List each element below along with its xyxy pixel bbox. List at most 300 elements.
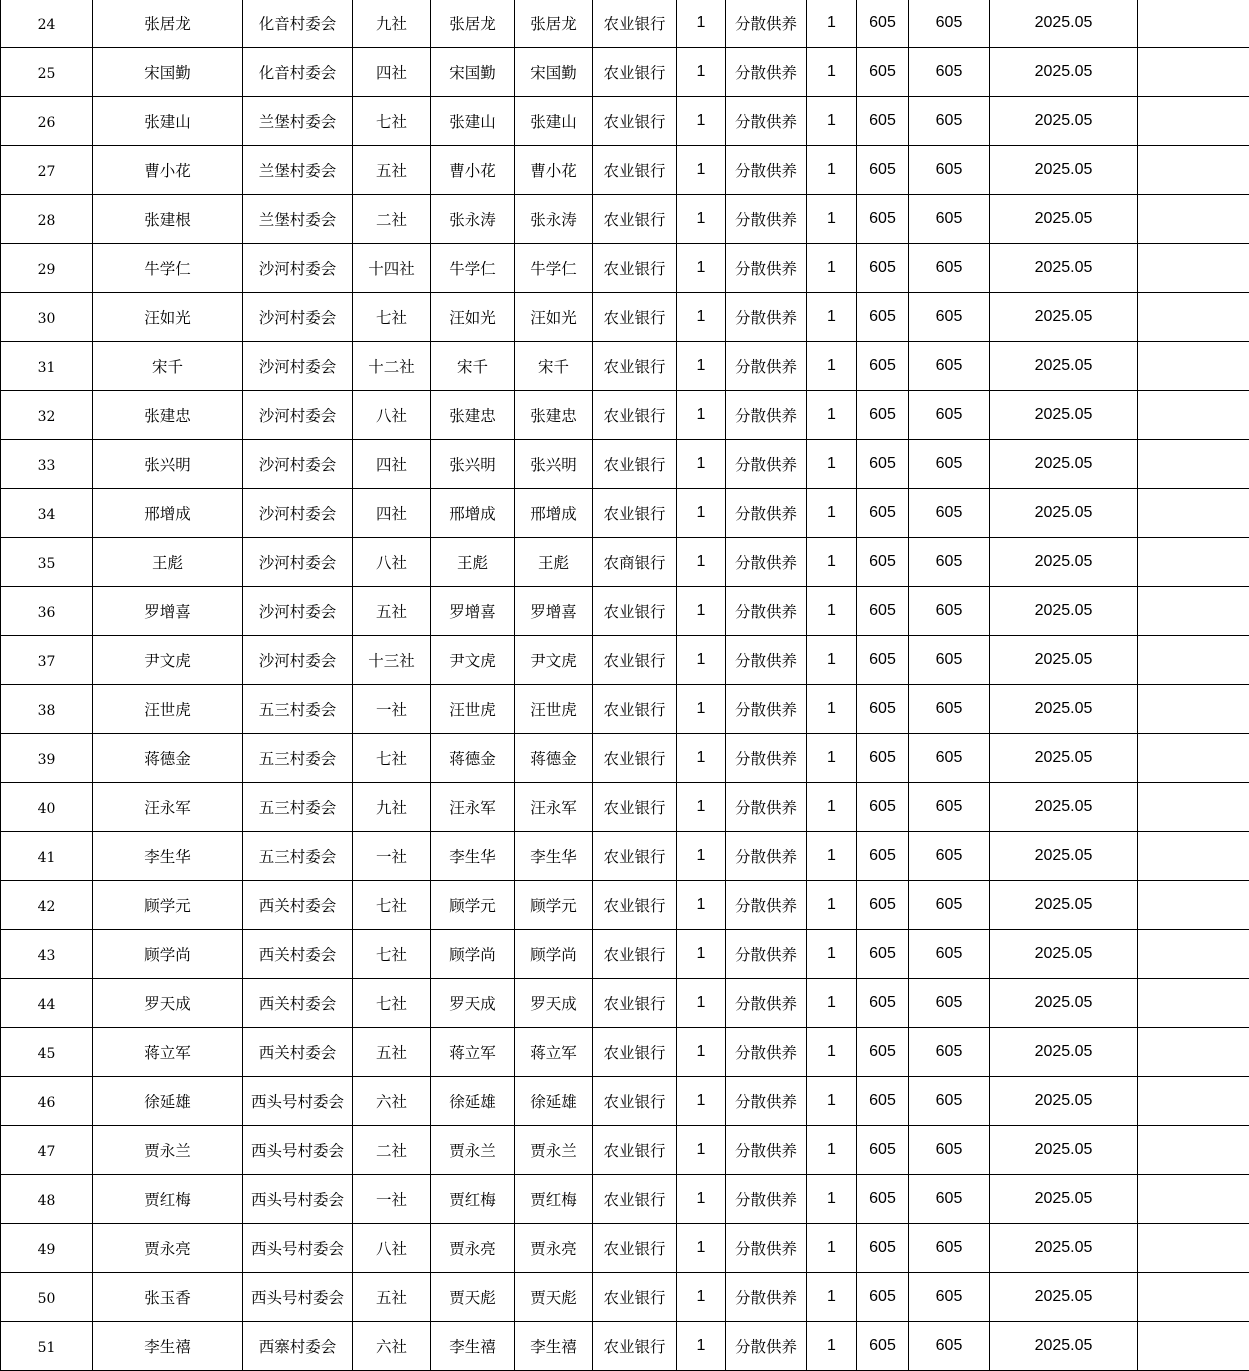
cell-person-count: 1: [807, 587, 857, 636]
cell-payee-name: 贾天彪: [515, 1273, 593, 1322]
cell-amount: 605: [909, 293, 990, 342]
table-row: [1, 440, 1249, 489]
cell-account-holder: 尹文虎: [431, 636, 515, 685]
cell-monthly-standard: 605: [857, 489, 909, 538]
cell-payee-name: 蒋德金: [515, 734, 593, 783]
cell-group: 十二社: [353, 342, 431, 391]
cell-remark: [1138, 244, 1249, 293]
cell-person-count: 1: [807, 1322, 857, 1371]
cell-account-holder: 汪永军: [431, 783, 515, 832]
cell-payee-name: 贾红梅: [515, 1175, 593, 1224]
cell-household-count: 1: [677, 979, 726, 1028]
cell-row-number: 28: [1, 195, 93, 244]
cell-village-committee: 兰堡村委会: [243, 97, 353, 146]
cell-group: 七社: [353, 881, 431, 930]
cell-monthly-standard: 605: [857, 587, 909, 636]
cell-row-number: 38: [1, 685, 93, 734]
cell-person-count: 1: [807, 930, 857, 979]
cell-row-number: 26: [1, 97, 93, 146]
cell-person-count: 1: [807, 391, 857, 440]
table-row: [1, 293, 1249, 342]
cell-person-count: 1: [807, 1077, 857, 1126]
table-row: [1, 146, 1249, 195]
table-row: [1, 979, 1249, 1028]
cell-support-type: 分散供养: [726, 1273, 807, 1322]
cell-recipient-name: 宋国勤: [93, 48, 243, 97]
cell-issue-month: 2025.05: [990, 587, 1138, 636]
cell-recipient-name: 张建忠: [93, 391, 243, 440]
cell-person-count: 1: [807, 538, 857, 587]
cell-person-count: 1: [807, 1028, 857, 1077]
cell-row-number: 39: [1, 734, 93, 783]
cell-support-type: 分散供养: [726, 881, 807, 930]
cell-support-type: 分散供养: [726, 244, 807, 293]
cell-amount: 605: [909, 881, 990, 930]
cell-bank-name: 农业银行: [593, 930, 677, 979]
cell-payee-name: 尹文虎: [515, 636, 593, 685]
cell-payee-name: 徐延雄: [515, 1077, 593, 1126]
cell-account-holder: 曹小花: [431, 146, 515, 195]
cell-payee-name: 汪如光: [515, 293, 593, 342]
cell-person-count: 1: [807, 146, 857, 195]
cell-support-type: 分散供养: [726, 293, 807, 342]
cell-bank-name: 农业银行: [593, 1322, 677, 1371]
cell-group: 四社: [353, 48, 431, 97]
cell-row-number: 51: [1, 1322, 93, 1371]
cell-issue-month: 2025.05: [990, 1224, 1138, 1273]
cell-issue-month: 2025.05: [990, 489, 1138, 538]
cell-remark: [1138, 1028, 1249, 1077]
cell-payee-name: 张居龙: [515, 0, 593, 48]
cell-remark: [1138, 48, 1249, 97]
cell-household-count: 1: [677, 587, 726, 636]
cell-household-count: 1: [677, 930, 726, 979]
cell-amount: 605: [909, 587, 990, 636]
cell-support-type: 分散供养: [726, 391, 807, 440]
table-row: [1, 1224, 1249, 1273]
cell-issue-month: 2025.05: [990, 195, 1138, 244]
cell-household-count: 1: [677, 538, 726, 587]
cell-person-count: 1: [807, 832, 857, 881]
cell-village-committee: 五三村委会: [243, 783, 353, 832]
cell-person-count: 1: [807, 0, 857, 48]
cell-person-count: 1: [807, 440, 857, 489]
cell-amount: 605: [909, 1126, 990, 1175]
cell-village-committee: 西关村委会: [243, 930, 353, 979]
cell-household-count: 1: [677, 636, 726, 685]
cell-remark: [1138, 783, 1249, 832]
cell-payee-name: 罗天成: [515, 979, 593, 1028]
cell-group: 八社: [353, 1224, 431, 1273]
cell-remark: [1138, 1077, 1249, 1126]
cell-payee-name: 王彪: [515, 538, 593, 587]
cell-bank-name: 农业银行: [593, 293, 677, 342]
cell-account-holder: 徐延雄: [431, 1077, 515, 1126]
cell-bank-name: 农业银行: [593, 636, 677, 685]
cell-payee-name: 汪永军: [515, 783, 593, 832]
cell-bank-name: 农业银行: [593, 1224, 677, 1273]
cell-monthly-standard: 605: [857, 881, 909, 930]
cell-bank-name: 农业银行: [593, 587, 677, 636]
table-row: [1, 1175, 1249, 1224]
cell-support-type: 分散供养: [726, 1028, 807, 1077]
cell-household-count: 1: [677, 1028, 726, 1077]
cell-issue-month: 2025.05: [990, 1273, 1138, 1322]
cell-bank-name: 农业银行: [593, 391, 677, 440]
cell-recipient-name: 汪世虎: [93, 685, 243, 734]
cell-recipient-name: 牛学仁: [93, 244, 243, 293]
cell-group: 十四社: [353, 244, 431, 293]
cell-household-count: 1: [677, 881, 726, 930]
cell-person-count: 1: [807, 783, 857, 832]
cell-account-holder: 李生禧: [431, 1322, 515, 1371]
cell-village-committee: 沙河村委会: [243, 440, 353, 489]
cell-recipient-name: 徐延雄: [93, 1077, 243, 1126]
cell-account-holder: 张建忠: [431, 391, 515, 440]
cell-remark: [1138, 293, 1249, 342]
cell-village-committee: 西头号村委会: [243, 1224, 353, 1273]
cell-issue-month: 2025.05: [990, 342, 1138, 391]
cell-recipient-name: 汪永军: [93, 783, 243, 832]
table-row: [1, 195, 1249, 244]
cell-village-committee: 西寨村委会: [243, 1322, 353, 1371]
cell-village-committee: 西头号村委会: [243, 1175, 353, 1224]
cell-person-count: 1: [807, 342, 857, 391]
cell-support-type: 分散供养: [726, 489, 807, 538]
cell-group: 七社: [353, 734, 431, 783]
cell-group: 一社: [353, 685, 431, 734]
cell-recipient-name: 顾学尚: [93, 930, 243, 979]
cell-issue-month: 2025.05: [990, 538, 1138, 587]
cell-monthly-standard: 605: [857, 97, 909, 146]
cell-support-type: 分散供养: [726, 97, 807, 146]
cell-bank-name: 农业银行: [593, 48, 677, 97]
cell-recipient-name: 宋千: [93, 342, 243, 391]
cell-village-committee: 西头号村委会: [243, 1077, 353, 1126]
cell-account-holder: 宋千: [431, 342, 515, 391]
cell-person-count: 1: [807, 97, 857, 146]
cell-issue-month: 2025.05: [990, 636, 1138, 685]
cell-household-count: 1: [677, 783, 726, 832]
table-row: [1, 538, 1249, 587]
cell-row-number: 29: [1, 244, 93, 293]
cell-monthly-standard: 605: [857, 440, 909, 489]
cell-account-holder: 汪世虎: [431, 685, 515, 734]
cell-monthly-standard: 605: [857, 1028, 909, 1077]
cell-row-number: 44: [1, 979, 93, 1028]
cell-payee-name: 张建忠: [515, 391, 593, 440]
cell-group: 十三社: [353, 636, 431, 685]
cell-recipient-name: 邢增成: [93, 489, 243, 538]
cell-row-number: 47: [1, 1126, 93, 1175]
cell-monthly-standard: 605: [857, 293, 909, 342]
cell-issue-month: 2025.05: [990, 1126, 1138, 1175]
cell-group: 二社: [353, 1126, 431, 1175]
cell-village-committee: 化音村委会: [243, 48, 353, 97]
cell-village-committee: 兰堡村委会: [243, 195, 353, 244]
cell-bank-name: 农业银行: [593, 734, 677, 783]
cell-household-count: 1: [677, 440, 726, 489]
cell-recipient-name: 尹文虎: [93, 636, 243, 685]
cell-village-committee: 沙河村委会: [243, 391, 353, 440]
cell-remark: [1138, 342, 1249, 391]
cell-monthly-standard: 605: [857, 342, 909, 391]
cell-row-number: 46: [1, 1077, 93, 1126]
cell-person-count: 1: [807, 1273, 857, 1322]
cell-row-number: 41: [1, 832, 93, 881]
cell-support-type: 分散供养: [726, 195, 807, 244]
cell-group: 二社: [353, 195, 431, 244]
cell-village-committee: 西头号村委会: [243, 1126, 353, 1175]
cell-amount: 605: [909, 48, 990, 97]
cell-payee-name: 顾学元: [515, 881, 593, 930]
cell-amount: 605: [909, 195, 990, 244]
table-row: [1, 587, 1249, 636]
cell-recipient-name: 李生华: [93, 832, 243, 881]
cell-village-committee: 沙河村委会: [243, 489, 353, 538]
cell-amount: 605: [909, 489, 990, 538]
cell-payee-name: 李生华: [515, 832, 593, 881]
cell-group: 六社: [353, 1077, 431, 1126]
table-row: [1, 832, 1249, 881]
cell-amount: 605: [909, 0, 990, 48]
cell-row-number: 35: [1, 538, 93, 587]
cell-household-count: 1: [677, 48, 726, 97]
cell-village-committee: 西关村委会: [243, 881, 353, 930]
cell-remark: [1138, 734, 1249, 783]
cell-amount: 605: [909, 1028, 990, 1077]
cell-monthly-standard: 605: [857, 146, 909, 195]
cell-account-holder: 张永涛: [431, 195, 515, 244]
cell-person-count: 1: [807, 734, 857, 783]
cell-issue-month: 2025.05: [990, 881, 1138, 930]
cell-remark: [1138, 1175, 1249, 1224]
cell-payee-name: 宋千: [515, 342, 593, 391]
cell-recipient-name: 贾永兰: [93, 1126, 243, 1175]
cell-village-committee: 沙河村委会: [243, 538, 353, 587]
cell-account-holder: 罗天成: [431, 979, 515, 1028]
cell-monthly-standard: 605: [857, 1126, 909, 1175]
cell-monthly-standard: 605: [857, 538, 909, 587]
cell-account-holder: 李生华: [431, 832, 515, 881]
cell-remark: [1138, 489, 1249, 538]
cell-remark: [1138, 685, 1249, 734]
cell-issue-month: 2025.05: [990, 734, 1138, 783]
cell-payee-name: 顾学尚: [515, 930, 593, 979]
cell-household-count: 1: [677, 342, 726, 391]
cell-remark: [1138, 587, 1249, 636]
cell-group: 八社: [353, 391, 431, 440]
cell-issue-month: 2025.05: [990, 685, 1138, 734]
cell-person-count: 1: [807, 979, 857, 1028]
cell-monthly-standard: 605: [857, 783, 909, 832]
cell-support-type: 分散供养: [726, 1175, 807, 1224]
cell-household-count: 1: [677, 1175, 726, 1224]
cell-household-count: 1: [677, 1322, 726, 1371]
cell-payee-name: 罗增喜: [515, 587, 593, 636]
cell-issue-month: 2025.05: [990, 440, 1138, 489]
cell-monthly-standard: 605: [857, 1224, 909, 1273]
cell-amount: 605: [909, 391, 990, 440]
cell-amount: 605: [909, 538, 990, 587]
cell-issue-month: 2025.05: [990, 832, 1138, 881]
cell-amount: 605: [909, 1224, 990, 1273]
table-row: [1, 97, 1249, 146]
cell-household-count: 1: [677, 1077, 726, 1126]
cell-recipient-name: 贾红梅: [93, 1175, 243, 1224]
cell-monthly-standard: 605: [857, 1077, 909, 1126]
cell-group: 五社: [353, 1273, 431, 1322]
table-row: [1, 1077, 1249, 1126]
cell-group: 五社: [353, 146, 431, 195]
cell-village-committee: 五三村委会: [243, 734, 353, 783]
table-row: [1, 636, 1249, 685]
table-row: [1, 489, 1249, 538]
cell-recipient-name: 蒋德金: [93, 734, 243, 783]
cell-monthly-standard: 605: [857, 1175, 909, 1224]
cell-row-number: 25: [1, 48, 93, 97]
cell-payee-name: 张兴明: [515, 440, 593, 489]
cell-person-count: 1: [807, 195, 857, 244]
cell-row-number: 30: [1, 293, 93, 342]
cell-issue-month: 2025.05: [990, 391, 1138, 440]
cell-row-number: 49: [1, 1224, 93, 1273]
cell-person-count: 1: [807, 685, 857, 734]
cell-person-count: 1: [807, 1126, 857, 1175]
cell-household-count: 1: [677, 97, 726, 146]
cell-recipient-name: 曹小花: [93, 146, 243, 195]
table-row: [1, 48, 1249, 97]
cell-household-count: 1: [677, 244, 726, 293]
cell-household-count: 1: [677, 489, 726, 538]
cell-remark: [1138, 97, 1249, 146]
cell-recipient-name: 罗天成: [93, 979, 243, 1028]
cell-remark: [1138, 881, 1249, 930]
cell-household-count: 1: [677, 391, 726, 440]
cell-household-count: 1: [677, 146, 726, 195]
table-row: [1, 342, 1249, 391]
cell-person-count: 1: [807, 1224, 857, 1273]
cell-payee-name: 张建山: [515, 97, 593, 146]
cell-bank-name: 农业银行: [593, 1273, 677, 1322]
cell-remark: [1138, 146, 1249, 195]
cell-support-type: 分散供养: [726, 440, 807, 489]
cell-monthly-standard: 605: [857, 48, 909, 97]
cell-payee-name: 蒋立军: [515, 1028, 593, 1077]
cell-account-holder: 汪如光: [431, 293, 515, 342]
cell-amount: 605: [909, 832, 990, 881]
cell-village-committee: 沙河村委会: [243, 342, 353, 391]
cell-person-count: 1: [807, 48, 857, 97]
cell-issue-month: 2025.05: [990, 1175, 1138, 1224]
cell-amount: 605: [909, 244, 990, 293]
cell-account-holder: 顾学元: [431, 881, 515, 930]
cell-payee-name: 宋国勤: [515, 48, 593, 97]
cell-support-type: 分散供养: [726, 1224, 807, 1273]
cell-recipient-name: 顾学元: [93, 881, 243, 930]
cell-payee-name: 贾永亮: [515, 1224, 593, 1273]
cell-payee-name: 牛学仁: [515, 244, 593, 293]
cell-account-holder: 蒋德金: [431, 734, 515, 783]
cell-village-committee: 西头号村委会: [243, 1273, 353, 1322]
cell-amount: 605: [909, 1077, 990, 1126]
cell-recipient-name: 贾永亮: [93, 1224, 243, 1273]
cell-bank-name: 农业银行: [593, 1077, 677, 1126]
cell-support-type: 分散供养: [726, 685, 807, 734]
cell-person-count: 1: [807, 489, 857, 538]
cell-group: 六社: [353, 1322, 431, 1371]
cell-bank-name: 农业银行: [593, 489, 677, 538]
cell-payee-name: 邢增成: [515, 489, 593, 538]
cell-bank-name: 农业银行: [593, 1028, 677, 1077]
cell-group: 四社: [353, 440, 431, 489]
cell-row-number: 42: [1, 881, 93, 930]
cell-bank-name: 农商银行: [593, 538, 677, 587]
cell-amount: 605: [909, 636, 990, 685]
cell-bank-name: 农业银行: [593, 685, 677, 734]
cell-person-count: 1: [807, 1175, 857, 1224]
cell-group: 一社: [353, 832, 431, 881]
cell-remark: [1138, 1126, 1249, 1175]
cell-row-number: 50: [1, 1273, 93, 1322]
cell-row-number: 34: [1, 489, 93, 538]
cell-row-number: 27: [1, 146, 93, 195]
cell-recipient-name: 张玉香: [93, 1273, 243, 1322]
cell-household-count: 1: [677, 832, 726, 881]
cell-row-number: 48: [1, 1175, 93, 1224]
cell-account-holder: 蒋立军: [431, 1028, 515, 1077]
cell-account-holder: 贾红梅: [431, 1175, 515, 1224]
table-row: [1, 1322, 1249, 1371]
cell-issue-month: 2025.05: [990, 97, 1138, 146]
cell-household-count: 1: [677, 293, 726, 342]
cell-household-count: 1: [677, 1224, 726, 1273]
cell-remark: [1138, 1322, 1249, 1371]
cell-account-holder: 贾永兰: [431, 1126, 515, 1175]
cell-support-type: 分散供养: [726, 1322, 807, 1371]
table-row: [1, 1126, 1249, 1175]
cell-remark: [1138, 832, 1249, 881]
cell-remark: [1138, 391, 1249, 440]
cell-support-type: 分散供养: [726, 1077, 807, 1126]
cell-account-holder: 罗增喜: [431, 587, 515, 636]
cell-village-committee: 沙河村委会: [243, 293, 353, 342]
cell-account-holder: 邢增成: [431, 489, 515, 538]
cell-group: 四社: [353, 489, 431, 538]
cell-issue-month: 2025.05: [990, 1028, 1138, 1077]
cell-recipient-name: 蒋立军: [93, 1028, 243, 1077]
cell-remark: [1138, 979, 1249, 1028]
cell-village-committee: 五三村委会: [243, 832, 353, 881]
cell-support-type: 分散供养: [726, 587, 807, 636]
cell-village-committee: 西关村委会: [243, 979, 353, 1028]
cell-row-number: 36: [1, 587, 93, 636]
cell-monthly-standard: 605: [857, 195, 909, 244]
cell-support-type: 分散供养: [726, 783, 807, 832]
cell-household-count: 1: [677, 1126, 726, 1175]
cell-amount: 605: [909, 930, 990, 979]
cell-row-number: 32: [1, 391, 93, 440]
cell-support-type: 分散供养: [726, 979, 807, 1028]
cell-group: 一社: [353, 1175, 431, 1224]
table-row: [1, 783, 1249, 832]
cell-bank-name: 农业银行: [593, 832, 677, 881]
cell-remark: [1138, 930, 1249, 979]
cell-remark: [1138, 1273, 1249, 1322]
cell-payee-name: 曹小花: [515, 146, 593, 195]
cell-support-type: 分散供养: [726, 636, 807, 685]
cell-recipient-name: 李生禧: [93, 1322, 243, 1371]
